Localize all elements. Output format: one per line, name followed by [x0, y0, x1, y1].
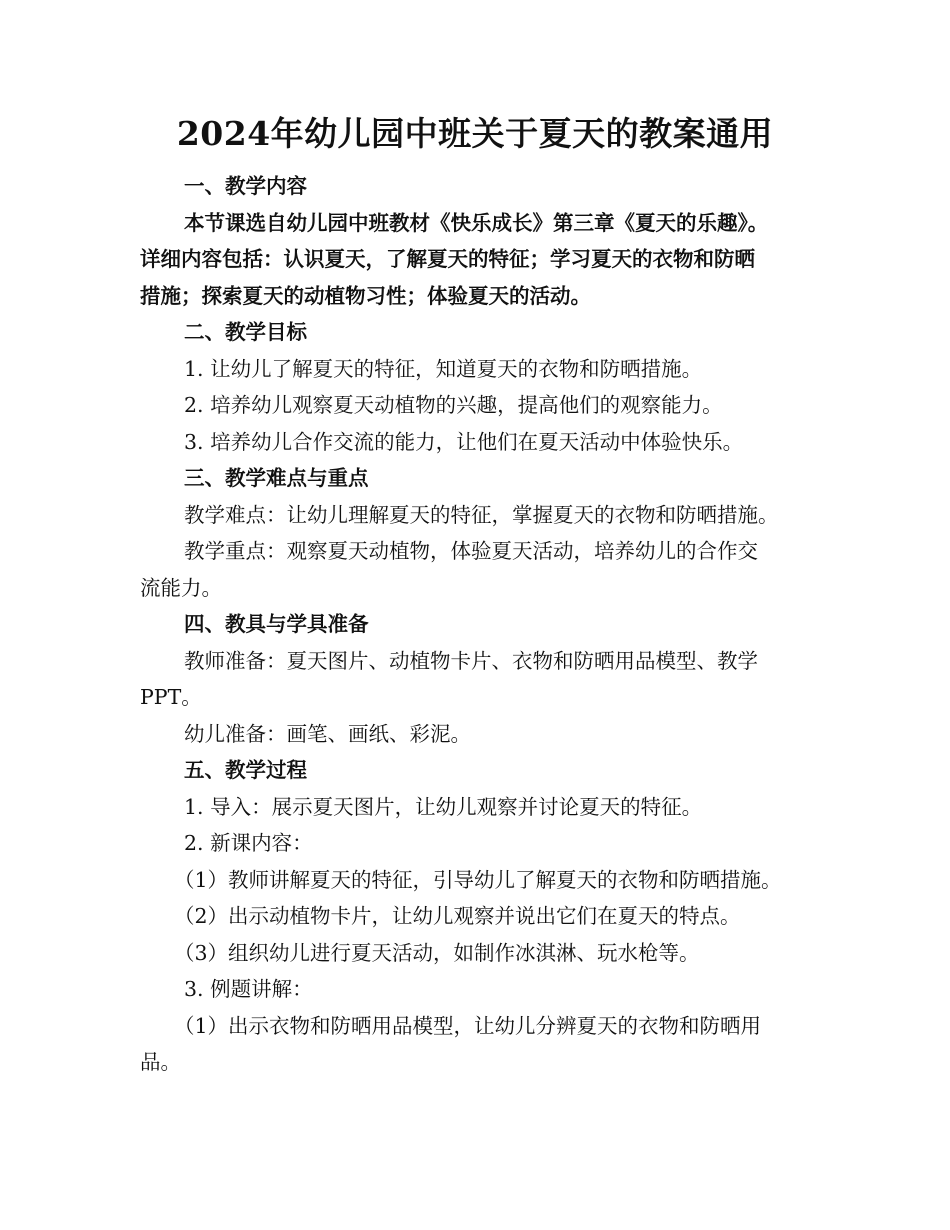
text-line: 三、教学难点与重点 — [184, 466, 369, 490]
text-line: PPT。 — [140, 685, 202, 709]
text-line: （1）出示衣物和防晒用品模型，让幼儿分辨夏天的衣物和防晒用 — [174, 1013, 762, 1038]
text-line: 二、教学目标 — [184, 320, 307, 344]
text-line: 措施；探索夏天的动植物习性；体验夏天的活动。 — [140, 283, 591, 308]
document-body — [140, 168, 820, 1081]
text-line: 流能力。 — [140, 575, 222, 600]
text-line: 幼儿准备：画笔、画纸、彩泥。 — [184, 721, 471, 746]
text-line: 教学重点：观察夏天动植物，体验夏天活动，培养幼儿的合作交 — [184, 539, 758, 563]
text-line: 四、教具与学具准备 — [184, 612, 369, 636]
document-title: 2024年幼儿园中班关于夏天的教案通用 — [176, 114, 774, 153]
text-line: （3）组织幼儿进行夏天活动，如制作冰淇淋、玩水枪等。 — [174, 940, 700, 965]
text-line: 一、教学内容 — [184, 174, 307, 198]
text-line: 品。 — [140, 1050, 181, 1074]
text-line: 教学难点：让幼儿理解夏天的特征，掌握夏天的衣物和防晒措施。 — [184, 502, 779, 527]
text-line: 详细内容包括：认识夏天，了解夏天的特征；学习夏天的衣物和防晒 — [140, 247, 755, 271]
text-line: 五、教学过程 — [184, 758, 307, 782]
text-line: （1）教师讲解夏天的特征，引导幼儿了解夏天的衣物和防晒措施。 — [174, 867, 782, 892]
text-line: 3. 例题讲解： — [184, 977, 313, 1001]
text-line: （2）出示动植物卡片，让幼儿观察并说出它们在夏天的特点。 — [174, 904, 741, 928]
text-line: 本节课选自幼儿园中班教材《快乐成长》第三章《夏天的乐趣》。 — [184, 210, 769, 235]
text-line: 1. 让幼儿了解夏天的特征，知道夏天的衣物和防晒措施。 — [184, 356, 703, 381]
text-line: 1. 导入：展示夏天图片，让幼儿观察并讨论夏天的特征。 — [184, 794, 703, 819]
text-line: 3. 培养幼儿合作交流的能力，让他们在夏天活动中体验快乐。 — [184, 429, 744, 454]
text-line: 2. 新课内容： — [184, 831, 313, 855]
text-line: 教师准备：夏天图片、动植物卡片、衣物和防晒用品模型、教学 — [184, 648, 758, 673]
text-line: 2. 培养幼儿观察夏天动植物的兴趣，提高他们的观察能力。 — [184, 393, 723, 417]
